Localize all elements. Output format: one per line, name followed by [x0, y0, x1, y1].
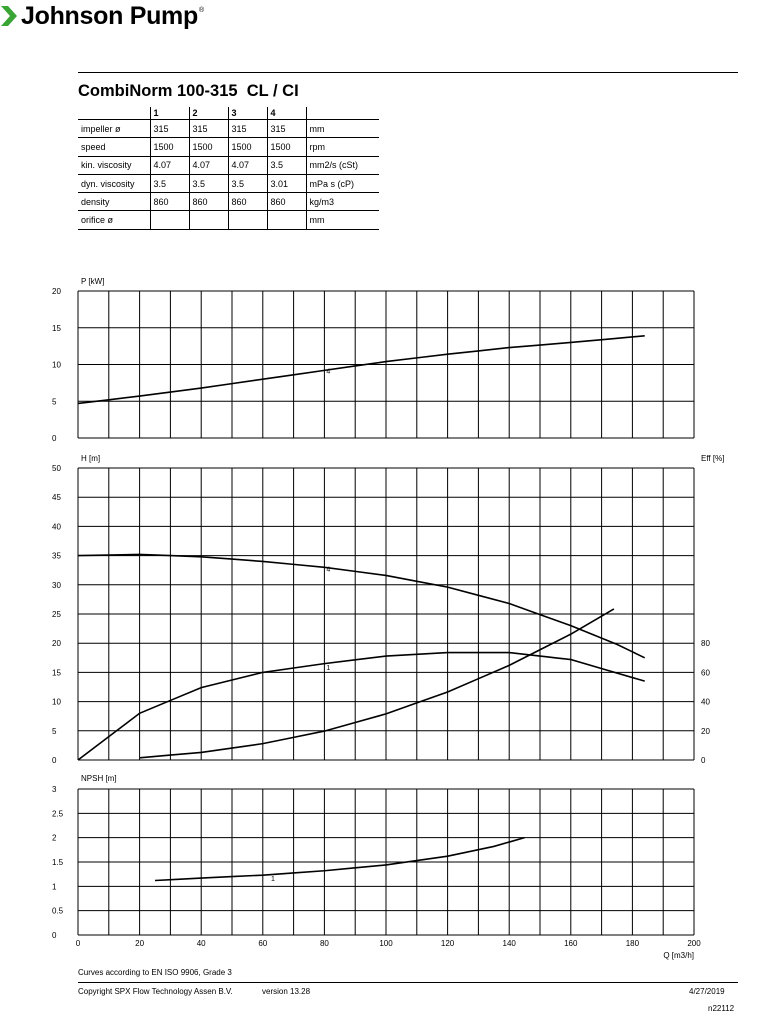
y-tick-label: 40: [52, 522, 61, 532]
row-label: orifice ø: [78, 211, 150, 229]
unit-cell: mm2/s (cSt): [306, 156, 379, 174]
x-tick-label: 20: [135, 939, 145, 948]
document-id: n22112: [708, 1004, 735, 1013]
y-tick-label: 0.5: [52, 906, 64, 916]
unit-cell: mm: [306, 120, 379, 138]
x-tick-label: 140: [502, 939, 516, 948]
cell: 860: [189, 193, 228, 211]
y-tick-label: 35: [52, 551, 61, 561]
unit-cell: mPa s (cP): [306, 174, 379, 192]
cell: 1500: [228, 138, 267, 156]
cell: 860: [228, 193, 267, 211]
y-tick-label: 15: [52, 668, 61, 678]
x-tick-label: 180: [625, 939, 640, 948]
cell: 4.07: [228, 156, 267, 174]
y-tick-label: 1: [52, 882, 57, 892]
cell: 1500: [150, 138, 189, 156]
date-text: 4/27/2019: [689, 987, 725, 996]
y-tick-label: 15: [52, 323, 61, 333]
y-tick-label: 10: [52, 360, 61, 370]
y-tick-label: 1.5: [52, 858, 64, 867]
y-tick-label-right: 20: [701, 726, 710, 736]
y-tick-label-right: 40: [701, 697, 710, 707]
y-tick-label: 3: [52, 785, 57, 794]
curve-line: [78, 653, 645, 760]
x-tick-label: 120: [440, 939, 455, 948]
row-label: kin. viscosity: [78, 156, 150, 174]
y-tick-label-right: 0: [701, 756, 706, 765]
cell: 315: [228, 120, 267, 138]
column-header: 1: [150, 107, 189, 120]
cell: 860: [267, 193, 306, 211]
y-axis-label: H [m]: [81, 454, 101, 463]
y-tick-label: 45: [52, 493, 61, 503]
curves-note: Curves according to EN ISO 9906, Grade 3: [78, 968, 232, 977]
cell: 4.07: [150, 156, 189, 174]
curve-label: 4: [326, 566, 331, 574]
x-tick-label: 60: [258, 939, 268, 948]
cell: 315: [267, 120, 306, 138]
cell: 4.07: [189, 156, 228, 174]
y-tick-label: 20: [52, 287, 61, 296]
cell: 3.5: [189, 174, 228, 192]
y-tick-label-right: 60: [701, 668, 710, 678]
curve-line: [78, 554, 645, 657]
y-axis-label: NPSH [m]: [81, 774, 117, 783]
x-tick-label: 160: [564, 939, 578, 948]
y-tick-label: 5: [52, 726, 57, 736]
curve-label: 1: [326, 665, 331, 673]
cell: 315: [150, 120, 189, 138]
cell: 860: [150, 193, 189, 211]
y-axis-label: P [kW]: [81, 277, 105, 286]
y-tick-label: 2.5: [52, 809, 64, 819]
row-label: speed: [78, 138, 150, 156]
cell: 1500: [189, 138, 228, 156]
curve-line: [155, 838, 525, 884]
cell: 3.5: [150, 174, 189, 192]
footer-rule: [78, 982, 738, 983]
curve-label: 4: [326, 368, 331, 376]
y-tick-label-right: 80: [701, 639, 710, 649]
cell: 315: [189, 120, 228, 138]
y-tick-label: 50: [52, 464, 61, 473]
y-tick-label: 0: [52, 931, 57, 940]
column-header: 4: [267, 107, 306, 120]
x-tick-label: 100: [379, 939, 393, 948]
unit-cell: kg/m3: [306, 193, 379, 211]
curve-line: [78, 336, 645, 404]
curve-label: 1: [270, 876, 275, 884]
row-label: dyn. viscosity: [78, 174, 150, 192]
x-tick-label: 200: [687, 939, 701, 948]
cell: 3.5: [267, 156, 306, 174]
version-text: version 13.28: [262, 987, 311, 996]
row-label: density: [78, 193, 150, 211]
column-header: 3: [228, 107, 267, 120]
curve-line: [140, 609, 614, 758]
y-tick-label: 30: [52, 580, 61, 590]
unit-cell: rpm: [306, 138, 379, 156]
unit-cell: mm: [306, 211, 379, 229]
brand-name: Johnson Pump: [21, 1, 198, 30]
y-tick-label: 0: [52, 756, 57, 765]
y-tick-label: 25: [52, 610, 61, 619]
cell: 3.01: [267, 174, 306, 192]
row-label: impeller ø: [78, 120, 150, 138]
x-tick-label: 0: [75, 939, 81, 948]
copyright-text: Copyright SPX Flow Technology Assen B.V.: [78, 987, 233, 996]
model-title: CombiNorm 100-315 CL / CI: [78, 82, 299, 100]
column-header: 2: [189, 107, 228, 120]
cell: 1500: [267, 138, 306, 156]
cell: 3.5: [228, 174, 267, 192]
y-tick-label: 20: [52, 639, 61, 649]
x-tick-label: 40: [196, 939, 206, 948]
y-tick-label: 10: [52, 697, 61, 707]
y-tick-label: 5: [52, 397, 57, 407]
registered-mark: ®: [198, 6, 205, 14]
y-axis-label-right: Eff [%]: [701, 454, 725, 463]
y-tick-label: 2: [52, 833, 57, 843]
y-tick-label: 0: [52, 434, 57, 443]
x-tick-label: 80: [319, 939, 329, 948]
x-axis-label: Q [m3/h]: [663, 951, 694, 960]
